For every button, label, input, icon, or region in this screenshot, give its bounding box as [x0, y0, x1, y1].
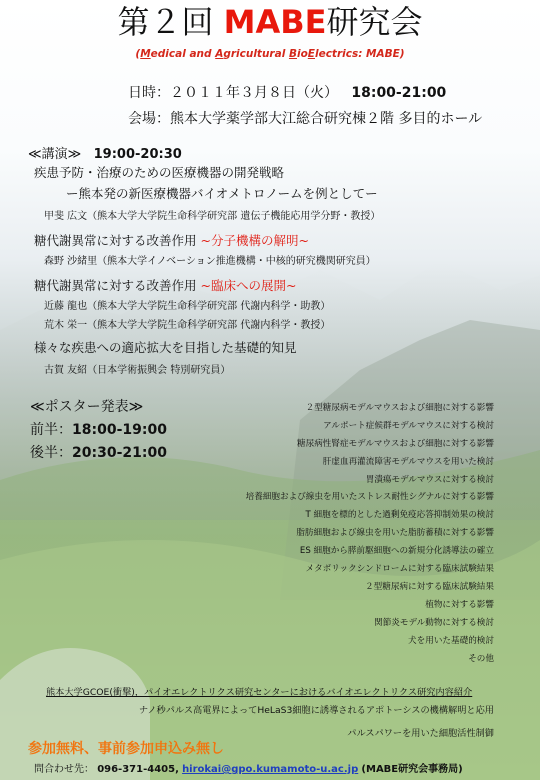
speaker: 森野 沙緒里（熊本大学イノベーション推進機構・中核的研究機関研究員）: [44, 256, 376, 267]
poster-first-half: 前半：18:00-19:00: [30, 422, 167, 438]
lecture-heading: ≪講演≫ 19:00-20:30: [28, 147, 182, 162]
poster-heading: ≪ポスター発表≫: [30, 399, 144, 415]
poster-title-item: 犬を用いた基礎的検討: [408, 636, 494, 646]
speaker: 甲斐 広文（熊本大学大学院生命科学研究部 遺伝子機能応用学分野・教授）: [44, 211, 381, 222]
event-time: 18:00-21:00: [351, 85, 447, 101]
poster-second-half: 後半：20:30-21:00: [30, 445, 167, 461]
poster-title-item: ２型糖尿病モデルマウスおよび細胞に対する影響: [305, 403, 494, 413]
poster-title-item: 植物に対する影響: [425, 600, 494, 610]
poster-title-item: その他: [468, 654, 494, 664]
footer-line: ナノ秒パルス高電界によってHeLaS3細胞に誘導されるアポトーシスの機構解明と応用: [138, 705, 494, 716]
contact-info: 問合わせ先： 096-371-4405, hirokai@gpo.kumamoto-u.ac.jp (MABE研究会事務局): [34, 764, 463, 775]
free-admission-notice: 参加無料、事前参加申込み無し: [28, 741, 224, 757]
poster-title-item: ES 細胞から膵前駆細胞への新規分化誘導法の確立: [299, 546, 494, 556]
event-venue: 会場：熊本大学薬学部大江総合研究棟２階 多目的ホール: [128, 111, 483, 127]
poster-title-item: 胃潰瘍モデルマウスに対する検討: [365, 475, 494, 485]
poster-title-item: メタボリックシンドロームに対する臨床試験結果: [305, 564, 494, 574]
talk-title: 様々な疾患への適応拡大を目指した基礎的知見: [34, 340, 297, 355]
poster-subtitle: (Medical and Agricultural BioElectrics: MABE): [135, 48, 405, 60]
talk-title: 疾患予防・治療のための医療機器の開発戦略: [34, 165, 285, 180]
speaker: 近藤 龍也（熊本大学大学院生命科学研究部 代謝内科学・助教）: [44, 301, 331, 312]
mabe-highlight: MABE: [223, 3, 327, 41]
speaker: 荒木 栄一（熊本大学大学院生命科学研究部 代謝内科学・教授）: [44, 320, 331, 331]
event-date: 日時：２０１１年３月８日（火） 18:00-21:00: [128, 85, 447, 101]
poster-title-item: ２型糖尿病に対する臨床試験結果: [365, 582, 494, 592]
poster-title-item: 脂肪細胞および線虫を用いた脂肪蓄積に対する影響: [296, 528, 494, 538]
poster-title: 第２回 MABE研究会: [117, 3, 423, 41]
gcoe-intro: 熊本大学GCOE(衝撃)，パイオエレクトリクス研究センターにおけるバイオエレクトリクス研究内容紹介: [46, 687, 473, 698]
footer-line: パルスパワーを用いた細胞活性制御: [347, 728, 494, 739]
poster-title-item: 糖尿病性腎症モデルマウスおよび細胞に対する影響: [297, 439, 494, 449]
speaker: 古賀 友紹（日本学術振興会 特別研究員）: [44, 365, 231, 376]
talk-title: 糖代謝異常に対する改善作用 ~臨床への展開~: [34, 278, 297, 293]
poster-title-item: アルポート症候群モデルマウスに対する検討: [323, 421, 494, 431]
contact-email-link[interactable]: hirokai@gpo.kumamoto-u.ac.jp: [182, 764, 359, 775]
talk-title: 糖代謝異常に対する改善作用 ~分子機構の解明~: [34, 233, 309, 248]
poster-title-item: 肝虚血再灌流障害モデルマウスを用いた検討: [322, 457, 494, 467]
poster-title-item: T 細胞を標的とした過剰免疫応答抑制効果の検討: [305, 510, 494, 520]
poster-title-item: 培養細胞および線虫を用いたストレス耐性シグナルに対する影響: [245, 492, 494, 502]
talk-subtitle: ー熊本発の新医療機器バイオメトロノームを例としてー: [66, 186, 378, 201]
poster-title-item: 関節炎モデル動物に対する検討: [374, 618, 494, 628]
